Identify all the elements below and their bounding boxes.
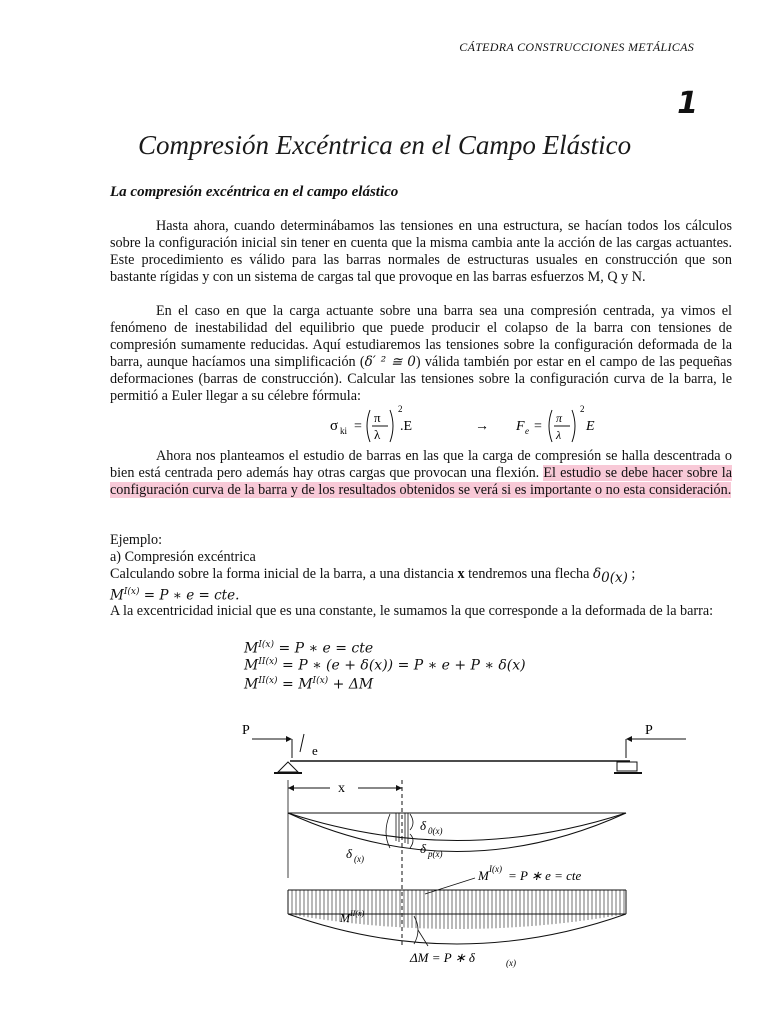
- paragraph-3: [110, 448, 732, 499]
- label-d0-sub: 0(x): [428, 826, 443, 836]
- eq3-lhs: M: [244, 676, 259, 693]
- label-dp-sub: p(x): [428, 849, 443, 859]
- paragraph-3-text: Ahora nos planteamos el estudio de barras en las que la carga de compresión se halla descentrada o bien está centrada pero además hay otras cargas que provocan una flexión.: [110, 448, 732, 481]
- paragraph-2-math: δ′ ² ≅ 0: [364, 354, 416, 370]
- label-dm-sub: (x): [506, 958, 516, 968]
- leader-dm: [418, 930, 428, 946]
- paragraph-2-text-a: En el caso en que la carga actuante sobre una barra sea una compresión centrada, ya vimos el fenómeno de inestabilidad del equilibrio que puede producir el colapso de la barra con tensiones de compresión sumamente reducidas. Aquí estudiaremos las tensiones sobre la configuración deformada de la barra, aunque hacíamos una simplificación (: [110, 303, 732, 370]
- paren-right-2: [572, 410, 575, 442]
- chapter-title: Compresión Excéntrica en el Campo Elástico: [138, 130, 632, 160]
- eq2-lhs: M: [244, 657, 259, 674]
- paren-left-1: [367, 410, 370, 442]
- example-label: Ejemplo:: [110, 532, 163, 548]
- euler-sigma-sub: ki: [340, 426, 348, 436]
- moment-mii-curve: [288, 914, 626, 944]
- eq1-rhs: = P ∗ e = cte: [274, 640, 374, 657]
- calc-text-a: Calculando sobre la forma inicial de la barra, a una distancia: [110, 566, 454, 582]
- calc-end: ;: [627, 566, 636, 582]
- ecc-marker: [300, 734, 304, 752]
- euler-formula: [330, 400, 620, 446]
- label-mi-rest: = P ∗ e = cte: [508, 868, 582, 883]
- label-d0: δ: [420, 818, 427, 833]
- paren-right-1: [390, 410, 393, 442]
- euler-tail-1: .E: [400, 419, 413, 434]
- euler-tail-2: E: [586, 419, 595, 434]
- label-mii: M: [340, 911, 350, 925]
- eq3-rhs2: + ΔM: [328, 676, 374, 693]
- paragraph-1: Hasta ahora, cuando determinábamos las tensiones en una estructura, se hacían todos los cálculos sobre la configuración inicial sin tener en cuenta que la misma cambia ante la acción de las cargas actuantes. Este procedimiento es válido para las barras normales de estructuras usuales en construcción que son bastante rígidas y con un sistema de cargas tal que provoque en las barras esfuerzos M, Q y N.: [110, 218, 732, 285]
- equation-1: [244, 640, 373, 657]
- highlighted-text: El estudio se debe hacer sobre la configuración curva de la barra y de los resultados obtenidos se verá si es importante o no esta consideración.: [110, 465, 733, 498]
- support-right: [617, 762, 637, 771]
- euler-eq-2: =: [534, 419, 542, 434]
- euler-fe: F: [516, 419, 525, 434]
- euler-eq-1: =: [354, 419, 362, 434]
- brace-dx: [386, 814, 390, 848]
- brace-d0: [410, 814, 413, 830]
- support-left: [278, 762, 298, 772]
- euler-arrow: →: [475, 419, 489, 434]
- paragraph-2-text-b: ) válida también por estar en el campo de las pequeñas deformaciones (barras de construcción). Calcular las tensiones sobre la configuración curva de la barra, le permitió a Euler llegar a su célebre fórmula:: [110, 354, 733, 404]
- calc-delta-sub: 0(x): [601, 569, 628, 586]
- load-p-left: P: [242, 723, 250, 738]
- calc-delta: δ: [592, 566, 602, 582]
- deformed-curve-2: [288, 813, 626, 852]
- load-p-right: P: [645, 723, 653, 738]
- mi-line-rest: = P ∗ e = cte.: [139, 587, 240, 604]
- beam-diagram: [230, 718, 700, 968]
- calc-text-b: tendremos una flecha: [468, 566, 590, 582]
- eq3-sup2: I(x): [312, 676, 329, 686]
- x-arrowhead-right: [396, 785, 402, 791]
- section-title: La compresión excéntrica en el campo elástico: [110, 184, 399, 200]
- eq1-lhs: M: [244, 640, 259, 657]
- euler-lambda-1: λ: [374, 427, 381, 442]
- x-arrowhead-left: [288, 785, 294, 791]
- brace-dp: [410, 834, 413, 848]
- label-dx-sub: (x): [354, 854, 364, 864]
- ecc-label: e: [312, 743, 318, 758]
- paren-left-2: [549, 410, 552, 442]
- deformed-curve-1: [288, 813, 626, 841]
- eq2-rhs: = P ∗ (e + δ(x)) = P ∗ e + P ∗ δ(x): [277, 657, 526, 674]
- example-item-a: a) Compresión excéntrica: [110, 549, 256, 565]
- euler-sigma: σ: [330, 418, 339, 434]
- leader-mi: [425, 878, 475, 894]
- euler-exp-1: 2: [398, 404, 403, 414]
- eq3-sup: II(x): [258, 676, 278, 686]
- chapter-number: 1: [677, 86, 698, 121]
- x-label: x: [338, 781, 345, 796]
- eq3-rhs: = M: [277, 676, 313, 693]
- paragraph-2: [110, 303, 732, 405]
- load-arrowhead-left: [286, 736, 292, 742]
- brace-dm: [414, 916, 418, 944]
- euler-pi-2: π: [556, 411, 563, 425]
- load-arrowhead-right: [626, 736, 632, 742]
- mi-line-sup: I(x): [123, 587, 140, 597]
- paragraph-4: A la excentricidad inicial que es una constante, le sumamos la que corresponde a la deformada de la barra:: [110, 603, 714, 619]
- label-dp: δ: [420, 841, 427, 856]
- calc-x: x: [457, 566, 465, 582]
- label-mi-sup: I(x): [489, 864, 502, 874]
- mi-line-m: M: [110, 587, 124, 604]
- label-mii-sup: II(x): [350, 909, 365, 918]
- mi-line: [110, 584, 239, 605]
- equation-2: [244, 657, 526, 674]
- equation-3: [244, 676, 373, 693]
- label-mi: M: [478, 868, 489, 883]
- running-header: CÁTEDRA CONSTRUCCIONES METÁLICAS: [459, 40, 694, 54]
- label-dx: δ: [346, 846, 353, 861]
- euler-pi-1: π: [374, 410, 381, 425]
- euler-lambda-2: λ: [556, 428, 562, 442]
- euler-exp-2: 2: [580, 404, 585, 414]
- eq2-sup: II(x): [258, 657, 278, 667]
- euler-fe-sub: e: [525, 426, 529, 436]
- label-dm: ΔM = P ∗ δ: [410, 950, 475, 965]
- eq1-sup: I(x): [258, 640, 274, 650]
